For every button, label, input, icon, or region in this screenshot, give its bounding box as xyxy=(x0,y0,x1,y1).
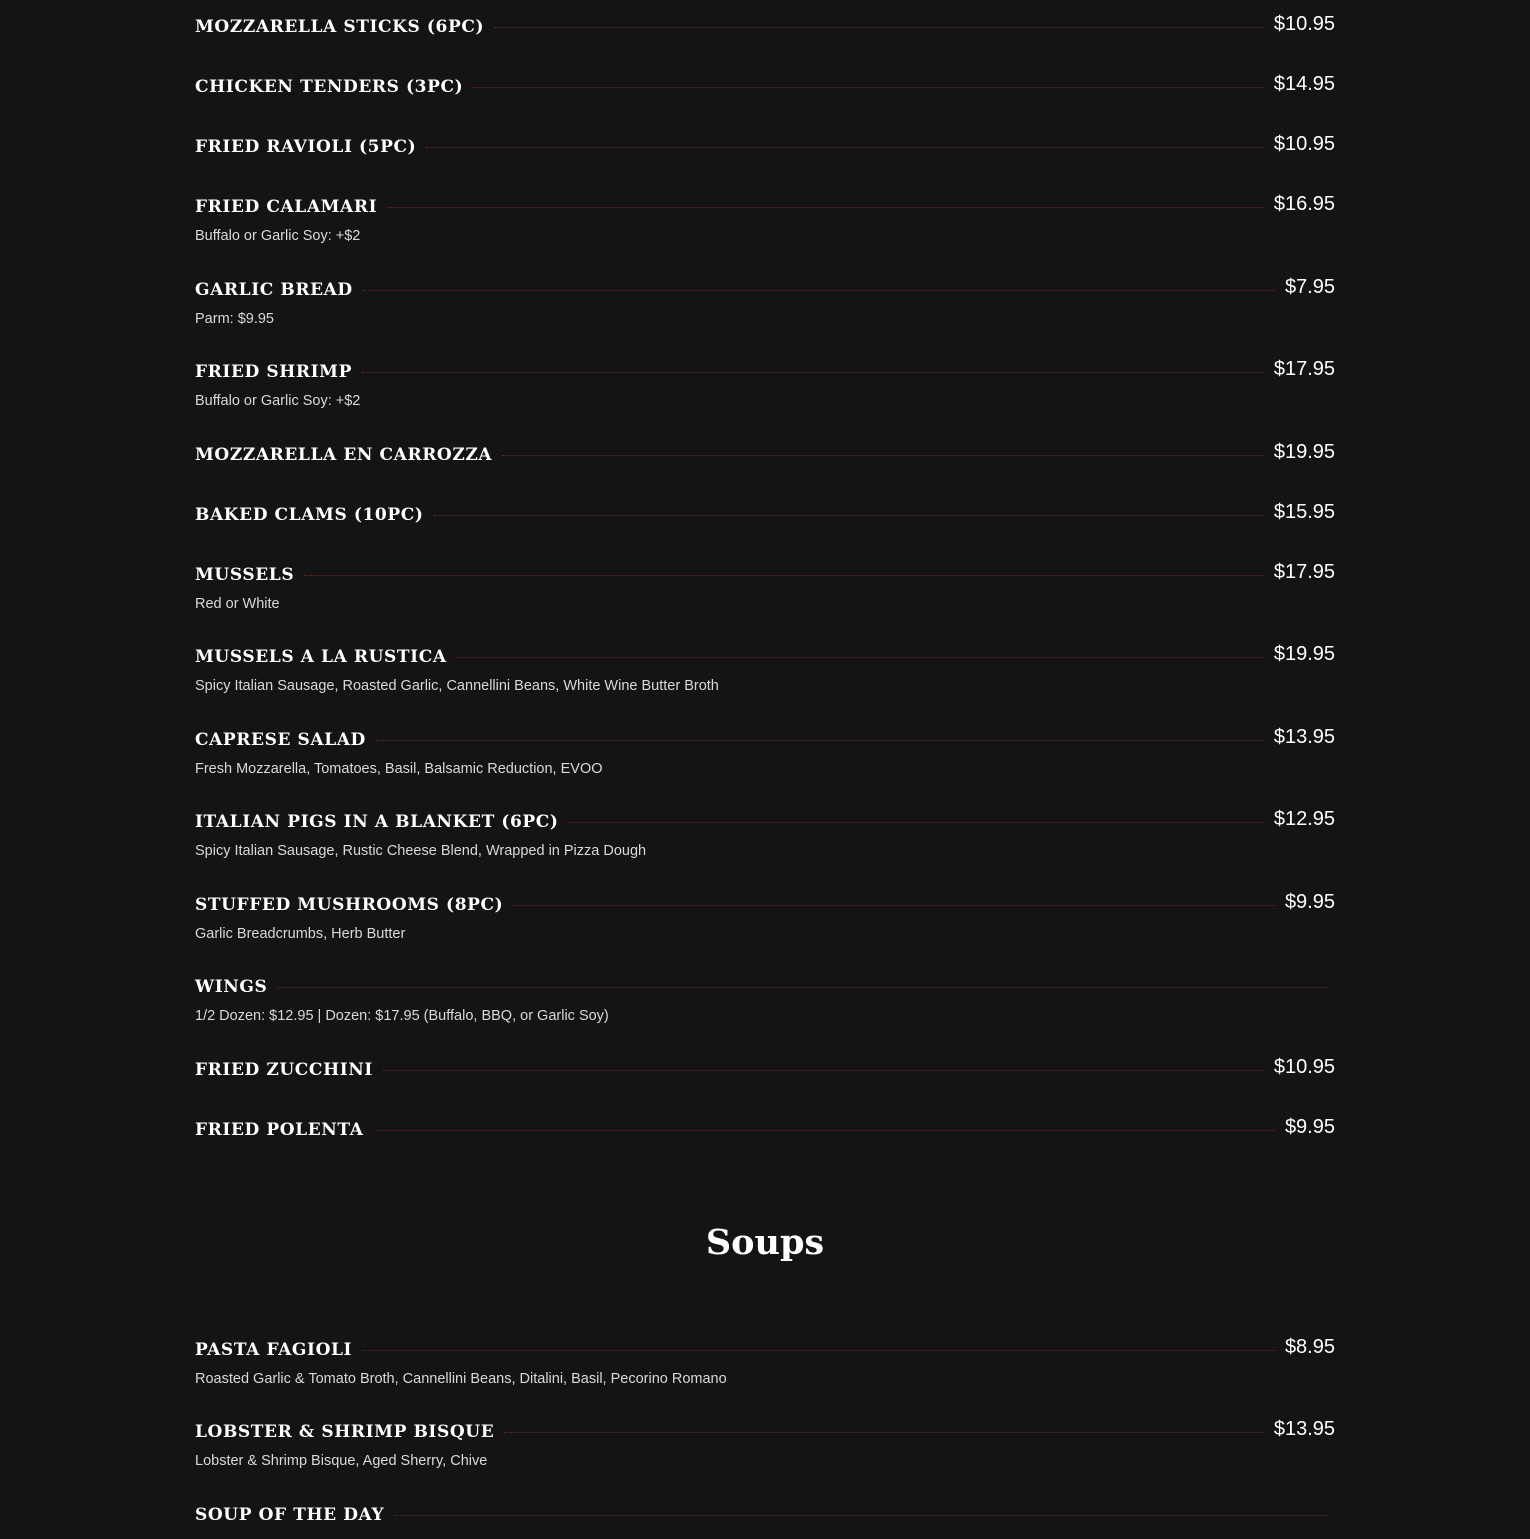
menu-item-row xyxy=(195,184,1335,218)
menu-item xyxy=(195,267,1335,327)
dotted-leader xyxy=(387,206,1264,208)
menu-item xyxy=(195,349,1335,409)
dotted-leader xyxy=(504,1431,1264,1433)
item-price: $8.95 xyxy=(1284,1336,1335,1358)
item-name: BAKED CLAMS (10PC) xyxy=(195,505,424,525)
item-price: $12.95 xyxy=(1273,808,1335,830)
menu-item xyxy=(195,1327,1335,1387)
menu-item xyxy=(195,492,1335,526)
item-description: Roasted Garlic & Tomato Broth, Cannellini Beans, Ditalini, Basil, Pecorino Romano xyxy=(195,1371,727,1387)
menu-item-row xyxy=(195,799,1335,833)
item-name: MOZZARELLA EN CARROZZA xyxy=(195,445,493,465)
menu-item-row xyxy=(195,1107,1335,1141)
dotted-leader xyxy=(426,146,1264,148)
item-description: Lobster & Shrimp Bisque, Aged Sherry, Chive xyxy=(195,1453,488,1469)
dotted-leader xyxy=(494,26,1264,28)
dotted-leader xyxy=(362,1349,1275,1351)
menu-item xyxy=(195,799,1335,859)
dotted-leader xyxy=(304,574,1264,576)
menu-item-row xyxy=(195,1047,1335,1081)
dotted-leader xyxy=(513,904,1275,906)
item-price: $17.95 xyxy=(1273,561,1335,583)
item-name: STUFFED MUSHROOMS (8PC) xyxy=(195,895,504,915)
menu-item-row xyxy=(195,267,1335,301)
item-price: $15.95 xyxy=(1273,501,1335,523)
dotted-leader xyxy=(376,739,1264,741)
menu-item-row xyxy=(195,64,1335,98)
menu-item-row xyxy=(195,552,1335,586)
menu-item-row xyxy=(195,964,1335,998)
menu-item xyxy=(195,432,1335,466)
menu-item xyxy=(195,964,1335,1024)
dotted-leader xyxy=(502,454,1264,456)
item-name: MOZZARELLA STICKS (6PC) xyxy=(195,17,485,37)
item-price: $19.95 xyxy=(1273,441,1335,463)
dotted-leader xyxy=(457,656,1264,658)
dotted-leader xyxy=(473,86,1264,88)
item-name: FRIED SHRIMP xyxy=(195,362,352,382)
item-description: Fresh Mozzarella, Tomatoes, Basil, Balsamic Reduction, EVOO xyxy=(195,761,603,777)
item-description: Buffalo or Garlic Soy: +$2 xyxy=(195,393,361,409)
item-description: Spicy Italian Sausage, Roasted Garlic, Cannellini Beans, White Wine Butter Broth xyxy=(195,678,719,694)
item-price: $10.95 xyxy=(1273,1056,1335,1078)
menu-item-row xyxy=(195,717,1335,751)
menu-item-row xyxy=(195,634,1335,668)
item-price: $9.95 xyxy=(1284,891,1335,913)
menu-item xyxy=(195,1409,1335,1469)
item-price: $16.95 xyxy=(1273,193,1335,215)
menu-item xyxy=(195,4,1335,38)
item-price: $13.95 xyxy=(1273,726,1335,748)
item-price: $10.95 xyxy=(1273,13,1335,35)
menu-item-row xyxy=(195,1327,1335,1361)
menu-item-row xyxy=(195,124,1335,158)
menu-item-row xyxy=(195,492,1335,526)
item-description: Red or White xyxy=(195,596,280,612)
menu-item-row xyxy=(195,432,1335,466)
item-name: FRIED CALAMARI xyxy=(195,197,378,217)
menu-item xyxy=(195,124,1335,158)
dotted-leader xyxy=(362,371,1264,373)
menu-item-row xyxy=(195,1409,1335,1443)
menu-item-row xyxy=(195,1492,1335,1526)
item-name: LOBSTER & SHRIMP BISQUE xyxy=(195,1422,495,1442)
item-price: $9.95 xyxy=(1284,1116,1335,1138)
item-price: $14.95 xyxy=(1273,73,1335,95)
dotted-leader xyxy=(374,1129,1275,1131)
item-name: CAPRESE SALAD xyxy=(195,730,366,750)
item-name: SOUP OF THE DAY xyxy=(195,1505,385,1525)
section-title-soups: Soups xyxy=(705,1222,825,1263)
menu-item xyxy=(195,1047,1335,1081)
dotted-leader xyxy=(277,986,1327,988)
menu-item-row xyxy=(195,882,1335,916)
item-name: PASTA FAGIOLI xyxy=(195,1340,353,1360)
item-description: Garlic Breadcrumbs, Herb Butter xyxy=(195,926,406,942)
menu-item-row xyxy=(195,349,1335,383)
menu-item xyxy=(195,64,1335,98)
item-name: GARLIC BREAD xyxy=(195,280,353,300)
dotted-leader xyxy=(569,821,1264,823)
item-name: MUSSELS xyxy=(195,565,295,585)
menu-item xyxy=(195,184,1335,244)
menu-item xyxy=(195,1107,1335,1141)
item-description: Spicy Italian Sausage, Rustic Cheese Blend, Wrapped in Pizza Dough xyxy=(195,843,647,859)
item-price: $19.95 xyxy=(1273,643,1335,665)
item-name: FRIED POLENTA xyxy=(195,1120,364,1140)
item-name: MUSSELS A LA RUSTICA xyxy=(195,647,447,667)
dotted-leader xyxy=(434,514,1264,516)
item-price: $17.95 xyxy=(1273,358,1335,380)
item-name: CHICKEN TENDERS (3PC) xyxy=(195,77,464,97)
dotted-leader xyxy=(383,1069,1264,1071)
item-description: Parm: $9.95 xyxy=(195,311,274,327)
dotted-leader xyxy=(363,289,1275,291)
menu-item xyxy=(195,882,1335,942)
menu-item-row xyxy=(195,4,1335,38)
dotted-leader xyxy=(394,1514,1327,1516)
item-name: ITALIAN PIGS IN A BLANKET (6PC) xyxy=(195,812,559,832)
item-name: FRIED ZUCCHINI xyxy=(195,1060,373,1080)
item-name: WINGS xyxy=(195,977,268,997)
item-description: Buffalo or Garlic Soy: +$2 xyxy=(195,228,361,244)
item-price: $7.95 xyxy=(1284,276,1335,298)
menu-item xyxy=(195,1492,1335,1526)
item-price: $13.95 xyxy=(1273,1418,1335,1440)
item-description: 1/2 Dozen: $12.95 | Dozen: $17.95 (Buffalo, BBQ, or Garlic Soy) xyxy=(195,1008,609,1024)
menu-item xyxy=(195,552,1335,612)
item-price: $10.95 xyxy=(1273,133,1335,155)
item-name: FRIED RAVIOLI (5PC) xyxy=(195,137,417,157)
menu-item xyxy=(195,717,1335,777)
menu-item xyxy=(195,634,1335,694)
